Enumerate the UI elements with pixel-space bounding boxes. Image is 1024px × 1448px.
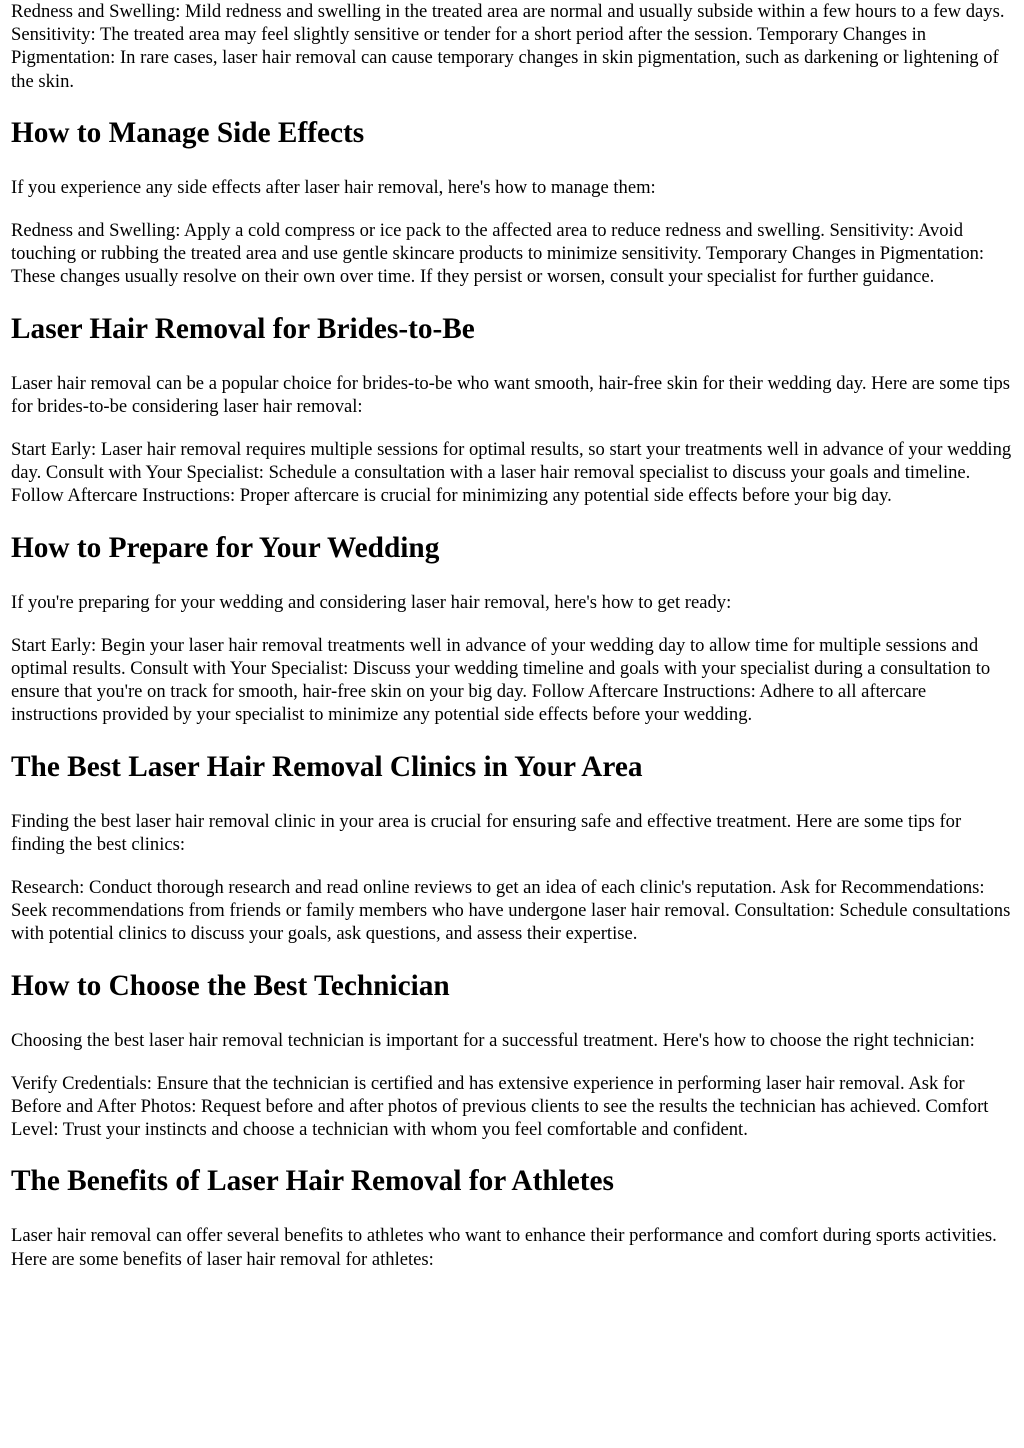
heading-brides-to-be: Laser Hair Removal for Brides-to-Be [11, 312, 475, 345]
paragraph-brides-tips: Start Early: Laser hair removal requires multiple sessions for optimal results, so start your treatments well in advance of your wedding day. Consult with Your Specialist: Schedule a consultation with a laser hair removal specialist to discuss your goals and timeline. Follow Aftercare Instructions: Proper aftercare is crucial for minimizing any potential side effects before your big day. [11, 439, 1012, 507]
paragraph-technician-tips: Verify Credentials: Ensure that the technician is certified and has extensive experience in performing laser hair removal. Ask for Before and After Photos: Request before and after photos of previous clients to see the results the technician has achieved. Comfort Level: Trust your instincts and choose a technician with whom you feel comfortable and confident. [11, 1072, 989, 1141]
heading-best-clinics: The Best Laser Hair Removal Clinics in Your Area [11, 750, 643, 783]
heading-prepare-wedding: How to Prepare for Your Wedding [11, 531, 440, 564]
paragraph-clinics-intro: Finding the best laser hair removal clinic in your area is crucial for ensuring safe and effective treatment. Here are some tips for finding the best clinics: [11, 810, 962, 855]
heading-choose-technician: How to Choose the Best Technician [11, 969, 450, 1002]
paragraph-side-effects-list: Redness and Swelling: Mild redness and swelling in the treated area are normal and usually subside within a few hours to a few days. Sensitivity: The treated area may feel slightly sensitive or tender for a short period after the session. Temporary Changes in Pigmentation: In rare cases, laser hair removal can cause temporary changes in skin pigmentation, such as darkening or lightening of the skin. [11, 1, 1005, 92]
paragraph-prepare-intro: If you're preparing for your wedding and considering laser hair removal, here's how to get ready: [11, 591, 732, 613]
paragraph-brides-intro: Laser hair removal can be a popular choice for brides-to-be who want smooth, hair-free skin for their wedding day. Here are some tips for brides-to-be considering laser hair removal: [11, 372, 1011, 417]
paragraph-technician-intro: Choosing the best laser hair removal technician is important for a successful treatment. Here's how to choose the right technician: [11, 1029, 975, 1051]
heading-manage-side-effects: How to Manage Side Effects [11, 116, 365, 149]
paragraph-athletes-intro: Laser hair removal can offer several benefits to athletes who want to enhance their performance and comfort during sports activities. Here are some benefits of laser hair removal for athletes: [11, 1225, 997, 1270]
heading-athletes-benefits: The Benefits of Laser Hair Removal for Athletes [11, 1165, 614, 1198]
paragraph-clinics-tips: Research: Conduct thorough research and read online reviews to get an idea of each clinic's reputation. Ask for Recommendations: Seek recommendations from friends or family members who have undergone laser hair removal. Consultation: Schedule consultations with potential clinics to discuss your goals, ask questions, and assess their expertise. [11, 877, 1011, 945]
paragraph-manage-intro: If you experience any side effects after laser hair removal, here's how to manage them: [11, 176, 656, 198]
paragraph-prepare-steps: Start Early: Begin your laser hair removal treatments well in advance of your wedding day to allow time for multiple sessions and optimal results. Consult with Your Specialist: Discuss your wedding timeline and goals with your specialist during a consultation to ensure that you're on track for smooth, hair-free skin on your big day. Follow Aftercare Instructions: Adhere to all aftercare instructions provided by your specialist to minimize any potential side effects before your wedding. [11, 634, 991, 726]
paragraph-manage-details: Redness and Swelling: Apply a cold compress or ice pack to the affected area to reduce redness and swelling. Sensitivity: Avoid touching or rubbing the treated area and use gentle skincare products to minimize sensitivity. Temporary Changes in Pigmentation: These changes usually resolve on their own over time. If they persist or worsen, consult your specialist for further guidance. [11, 220, 985, 288]
